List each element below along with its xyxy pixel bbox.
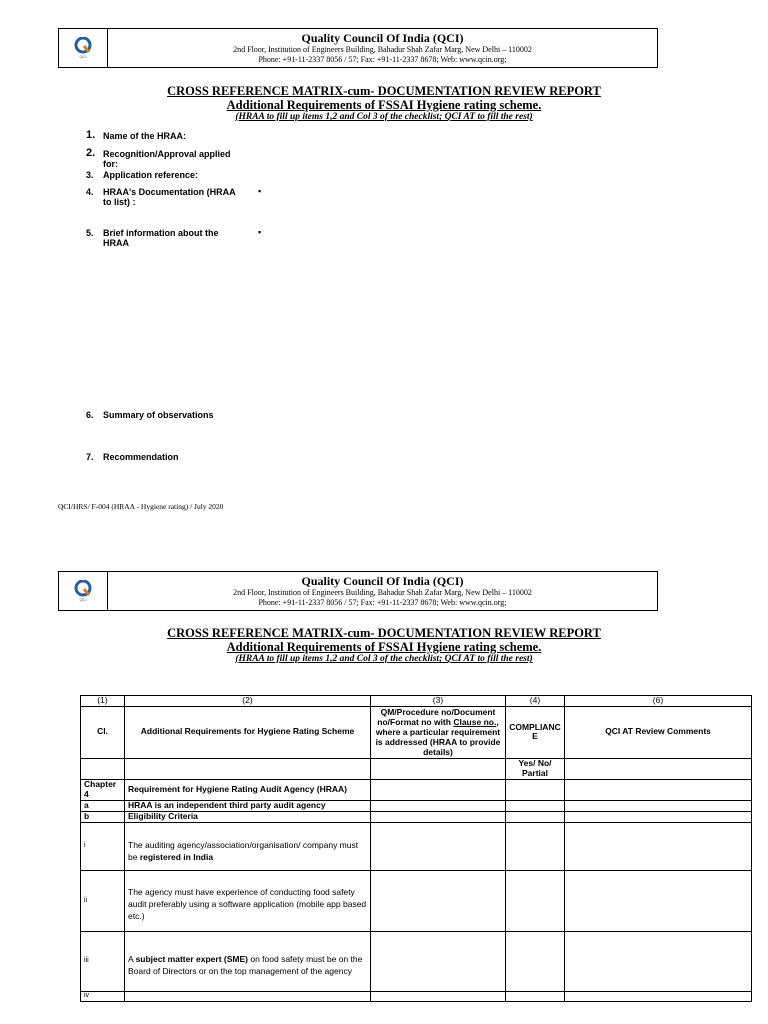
page2-titles (0, 626, 768, 665)
report-note: (HRAA to fill up items 1,2 and Col 3 of the checklist; QCI AT to fill the rest) (235, 112, 533, 122)
org-contact: Phone: +91-11-2337 8056 / 57; Fax: +91-11-2337 8678; Web: www.qcin.org; (258, 55, 507, 64)
qci-logo: QCI (59, 29, 108, 67)
form-item-5-bullet: ▪ (258, 227, 262, 237)
header-cl: Cl. (81, 706, 125, 758)
yes-no-partial-label: Yes/ No/ Partial (506, 758, 565, 779)
table-row: iii A subject matter expert (SME) on food safety must be on the Board of Directors or on the top management of the agency (81, 931, 752, 991)
header-requirements: Additional Requirements for Hygiene Rating Scheme (125, 706, 371, 758)
org-name: Quality Council Of India (QCI) (301, 31, 464, 45)
header-compliance: COMPLIANCE (506, 706, 565, 758)
page1-titles (0, 84, 768, 123)
table-row: iv (81, 991, 752, 1001)
qci-logo-icon (72, 580, 94, 598)
org-address: 2nd Floor, Institution of Engineers Building, Bahadur Shah Zafar Marg, New Delhi – 110002 (233, 588, 532, 597)
report-subtitle: Additional Requirements of FSSAI Hygiene rating scheme. (226, 98, 542, 112)
org-address: 2nd Floor, Institution of Engineers Building, Bahadur Shah Zafar Marg, New Delhi – 110002 (233, 45, 532, 54)
report-title: CROSS REFERENCE MATRIX-cum- DOCUMENTATION REVIEW REPORT (167, 626, 601, 640)
cross-reference-matrix (80, 695, 752, 1002)
table-row: ii The agency must have experience of conducting food safety audit preferably using a software application (mobile app based etc.) (81, 870, 752, 931)
qci-logo: QCI (59, 572, 108, 610)
page1-letterhead (58, 28, 658, 68)
column-number-row: (1) (2) (3) (4) (6) (81, 696, 752, 707)
header-row (81, 706, 752, 758)
qci-logo-icon (72, 37, 94, 55)
report-note: (HRAA to fill up items 1,2 and Col 3 of the checklist; QCI AT to fill the rest) (235, 654, 533, 664)
yes-no-row (81, 758, 752, 779)
table-row: i The auditing agency/association/organisation/ company must be registered in India (81, 822, 752, 870)
org-contact: Phone: +91-11-2337 8056 / 57; Fax: +91-11-2337 8678; Web: www.qcin.org; (258, 598, 507, 607)
form-footer-code: QCI/HRS/ F-004 (HRAA - Hygiene rating) / July 2020 (58, 502, 224, 511)
table-row: Chapter 4 Requirement for Hygiene Rating Audit Agency (HRAA) (81, 779, 752, 800)
header-review-comments: QCI AT Review Comments (565, 706, 752, 758)
report-title: CROSS REFERENCE MATRIX-cum- DOCUMENTATION REVIEW REPORT (167, 84, 601, 98)
page2-letterhead (58, 571, 658, 611)
report-subtitle: Additional Requirements of FSSAI Hygiene rating scheme. (226, 640, 542, 654)
table-row: a HRAA is an independent third party audit agency (81, 800, 752, 811)
header-qm-reference: QM/Procedure no/Document no/Format no with Clause no., where a particular requirement is addressed (HRAA to provide details) (371, 706, 506, 758)
form-item-4-bullet: ▪ (258, 186, 262, 196)
org-name: Quality Council Of India (QCI) (301, 574, 464, 588)
table-row: b Eligibility Criteria (81, 811, 752, 822)
